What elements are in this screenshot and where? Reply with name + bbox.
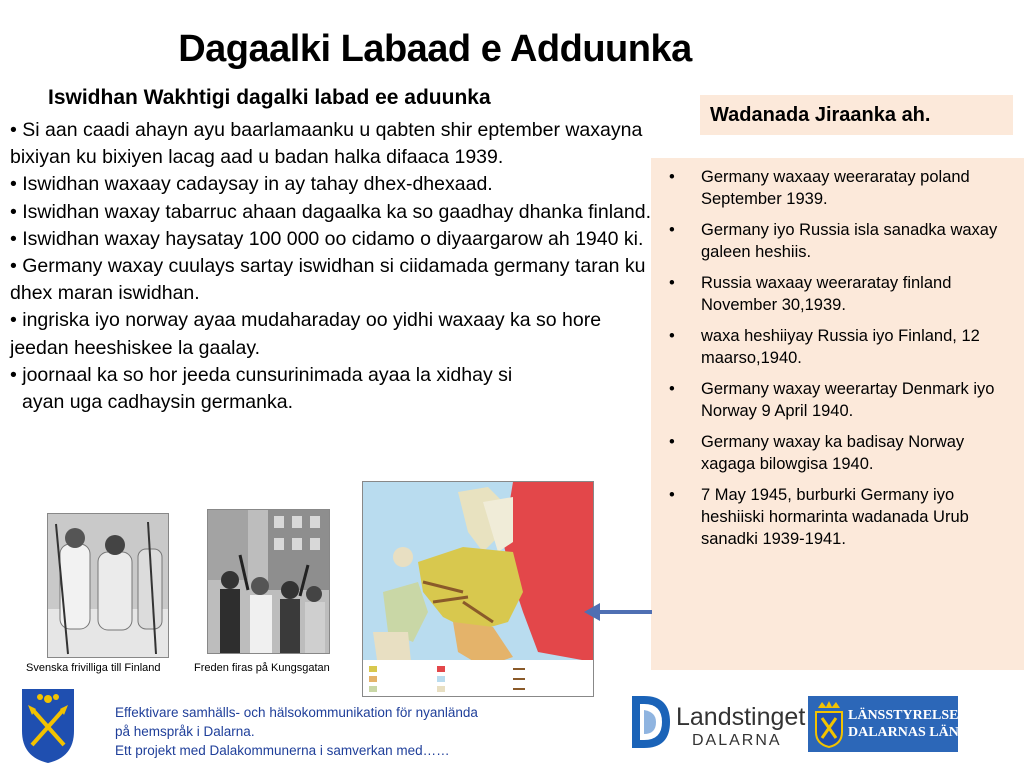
list-item-text: 7 May 1945, burburki Germany iyo heshiiski hormarinta wadanada Urub sanadki 1939-1941. bbox=[701, 486, 969, 548]
main-text bbox=[10, 117, 660, 416]
bullet: • bbox=[669, 380, 675, 398]
slide-title: Dagaalki Labaad e Adduunka bbox=[178, 28, 692, 70]
paragraph: ayan uga cadhaysin germanka. bbox=[22, 391, 294, 414]
arrow-left-icon bbox=[582, 600, 654, 624]
bullet: • bbox=[669, 327, 675, 345]
list-item bbox=[661, 325, 1012, 369]
list-item-text: Germany iyo Russia isla sanadka waxay galeen heshiis. bbox=[701, 221, 998, 261]
list-item-text: Germany waxay ka badisay Norway xagaga bilowgisa 1940. bbox=[701, 433, 965, 473]
paragraph: • Si aan caadi ahayn ayu baarlamaanku u qabten shir eptember waxayna bixiyan ku bixiyen lacag aad u badan halka difaaca 1939. bbox=[10, 119, 643, 169]
europe-map bbox=[362, 481, 594, 697]
list-item-text: Germany waxay weerartay Denmark iyo Norway 9 April 1940. bbox=[701, 380, 995, 420]
bullet: • bbox=[669, 433, 675, 451]
side-panel-header: Wadanada Jiraanka ah. bbox=[700, 95, 1013, 135]
bullet: • bbox=[669, 274, 675, 292]
paragraph: • Iswidhan waxay tabarruc ahaan dagaalka ka so gaadhay dhanka finland. bbox=[10, 200, 652, 223]
logo-line: DALARNA bbox=[692, 732, 782, 749]
paragraph: • joornaal ka so hor jeeda cunsurinimada ayaa la xidhay si bbox=[10, 363, 513, 386]
landstinget-logo-text bbox=[676, 703, 805, 751]
list-item bbox=[661, 219, 1012, 263]
bullet: • bbox=[669, 486, 675, 504]
photo-caption: Svenska frivilliga till Finland bbox=[26, 662, 161, 674]
slide-subtitle: Iswidhan Wakhtigi dagalki labad ee aduunka bbox=[48, 86, 491, 109]
photo-volunteers bbox=[47, 513, 169, 658]
list-item-text: waxa heshiiyay Russia iyo Finland, 12 maarso,1940. bbox=[701, 327, 980, 367]
footer-line: Effektivare samhälls- och hälsokommunikation för nyanlända bbox=[115, 705, 478, 720]
photo-celebration-image bbox=[208, 510, 329, 653]
list-item bbox=[661, 166, 1012, 210]
bullet: • bbox=[669, 168, 675, 186]
footer-line: Ett projekt med Dalakommunerna i samverkan med…… bbox=[115, 743, 450, 758]
list-item bbox=[661, 484, 1012, 550]
paragraph: • Iswidhan waxaay cadaysay in ay tahay dhex-dhexaad. bbox=[10, 173, 493, 196]
dalarna-coat-of-arms-icon bbox=[20, 687, 76, 765]
list-item bbox=[661, 378, 1012, 422]
footer-line: på hemspråk i Dalarna. bbox=[115, 724, 255, 739]
paragraph: • Iswidhan waxay haysatay 100 000 oo cidamo o diyaargarow ah 1940 ki. bbox=[10, 227, 644, 250]
bullet: • bbox=[669, 221, 675, 239]
photo-volunteers-image bbox=[48, 514, 168, 657]
list-item-text: Russia waxaay weeraratay finland November 30,1939. bbox=[701, 274, 952, 314]
photo-celebration bbox=[207, 509, 330, 654]
list-item bbox=[661, 431, 1012, 475]
list-item-text: Germany waxaay weeraratay poland September 1939. bbox=[701, 168, 970, 208]
side-list bbox=[661, 166, 1012, 550]
paragraph: • Germany waxay cuulays sartay iswidhan si ciidamada germany taran ku dhex maran iswidhan. bbox=[10, 255, 646, 305]
lansstyrelsen-logo bbox=[808, 696, 969, 752]
crown-shield-icon bbox=[812, 700, 846, 748]
europe-map-image bbox=[363, 482, 593, 696]
footer-text bbox=[115, 703, 478, 760]
logo-line: DALARNAS LÄN bbox=[848, 725, 959, 740]
paragraph: • ingriska iyo norway ayaa mudaharaday oo yidhi waxaay ka so hore jeedan heeshiskee la gaalay. bbox=[10, 309, 602, 359]
landstinget-logo-icon bbox=[630, 694, 672, 750]
side-panel bbox=[651, 158, 1024, 670]
list-item bbox=[661, 272, 1012, 316]
logo-line: LÄNSSTYRELSEN bbox=[848, 708, 969, 723]
photo-caption: Freden firas på Kungsgatan bbox=[194, 662, 330, 674]
logo-line: Landstinget bbox=[676, 703, 806, 731]
